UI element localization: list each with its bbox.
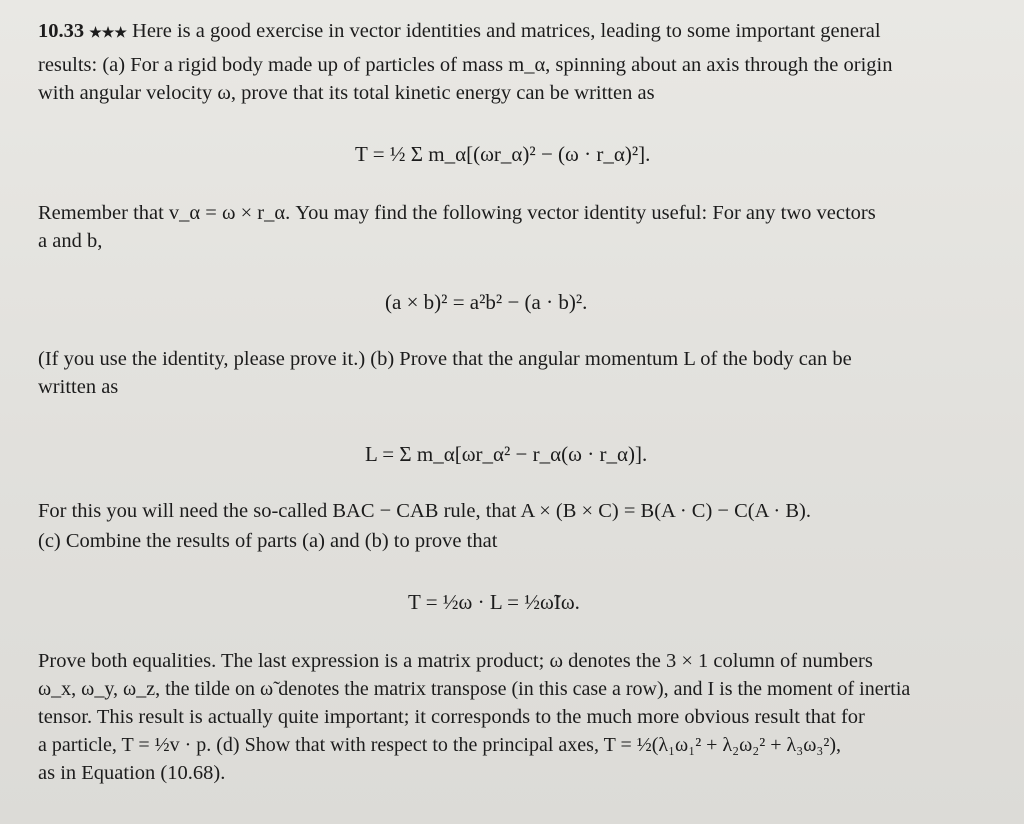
problem-line-8: For this you will need the so-called BAC − CAB rule, that A × (B × C) = B(A · C) − C(A · B).: [38, 500, 811, 522]
problem-line-1-text: Here is a good exercise in vector identities and matrices, leading to some important general: [126, 20, 881, 42]
problem-line-13: a particle, T = ½v · p. (d) Show that with respect to the principal axes, T = ½(λ₁ω₁² + λ₂ω₂² + λ₃ω₃²),: [38, 734, 842, 756]
problem-line-3: with angular velocity ω, prove that its total kinetic energy can be written as: [38, 82, 655, 104]
problem-line-2: results: (a) For a rigid body made up of particles of mass m_α, spinning about an axis through the origin: [38, 54, 893, 76]
equation-vector-identity: (a × b)² = a²b² − (a · b)².: [385, 290, 588, 314]
problem-line-5: a and b,: [38, 230, 103, 252]
equation-kinetic-energy: T = ½ Σ m_α[(ωr_α)² − (ω · r_α)²].: [355, 142, 651, 166]
problem-line-14: as in Equation (10.68).: [38, 762, 226, 784]
problem-line-1: [38, 18, 881, 47]
equation-kinetic-matrix: T = ½ω · L = ½ω̃Iω.: [408, 590, 580, 614]
problem-line-9: (c) Combine the results of parts (a) and (b) to prove that: [38, 530, 498, 552]
problem-line-12: tensor. This result is actually quite important; it corresponds to the much more obvious result that for: [38, 706, 865, 728]
problem-number: 10.33: [38, 20, 85, 42]
equation-angular-momentum: L = Σ m_α[ωr_α² − r_α(ω · r_α)].: [365, 442, 648, 466]
problem-line-4: Remember that v_α = ω × r_α. You may find the following vector identity useful: For any two vectors: [38, 202, 876, 224]
difficulty-stars: ★★★: [89, 26, 127, 41]
problem-line-6: (If you use the identity, please prove it.) (b) Prove that the angular momentum L of the body can be: [38, 348, 852, 370]
problem-line-11: ω_x, ω_y, ω_z, the tilde on ω̃ denotes the matrix transpose (in this case a row), and I is the moment of inertia: [38, 678, 911, 700]
problem-line-7: written as: [38, 376, 119, 398]
problem-line-10: Prove both equalities. The last expression is a matrix product; ω denotes the 3 × 1 column of numbers: [38, 650, 873, 672]
